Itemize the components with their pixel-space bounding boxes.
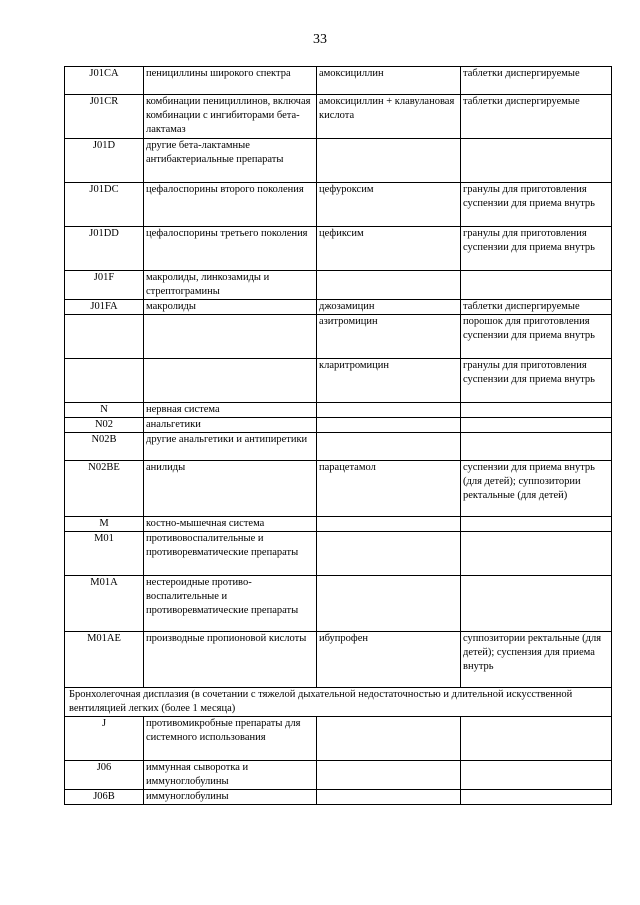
table-row: [65, 790, 612, 805]
form-cell: [461, 139, 612, 183]
group-cell: [144, 315, 317, 359]
drug-cell: [317, 790, 461, 805]
group-cell: противомикробные препараты для системного использования: [144, 717, 317, 761]
drug-cell: кларитромицин: [317, 359, 461, 403]
drug-cell: [317, 761, 461, 790]
group-cell: цефалоспорины второго поколения: [144, 183, 317, 227]
group-cell: комбинации пенициллинов, включая комбинации с ингибиторами бета-лактамаз: [144, 95, 317, 139]
group-cell: другие бета-лактамные антибактериальные препараты: [144, 139, 317, 183]
group-cell: анилиды: [144, 461, 317, 517]
form-cell: [461, 717, 612, 761]
drug-cell: азитромицин: [317, 315, 461, 359]
drug-cell: амоксициллин: [317, 67, 461, 95]
form-cell: таблетки диспергируемые: [461, 300, 612, 315]
table-row: [65, 139, 612, 183]
table-row: [65, 67, 612, 95]
group-cell: макролиды: [144, 300, 317, 315]
table-row: [65, 418, 612, 433]
drug-cell: [317, 532, 461, 576]
form-cell: [461, 403, 612, 418]
atc-code-cell: J01CA: [65, 67, 144, 95]
page-number: 33: [313, 32, 327, 47]
atc-code-cell: J01DD: [65, 227, 144, 271]
form-cell: [461, 271, 612, 300]
drug-cell: [317, 433, 461, 461]
form-cell: суппозитории ректальные (для детей); суспензия для приема внутрь: [461, 632, 612, 688]
drug-cell: [317, 418, 461, 433]
group-cell: цефалоспорины третьего поколения: [144, 227, 317, 271]
atc-code-cell: J06: [65, 761, 144, 790]
atc-code-cell: M01A: [65, 576, 144, 632]
group-cell: пенициллины широкого спектра: [144, 67, 317, 95]
group-cell: анальгетики: [144, 418, 317, 433]
atc-code-cell: M01: [65, 532, 144, 576]
drug-cell: цефиксим: [317, 227, 461, 271]
atc-code-cell: N: [65, 403, 144, 418]
group-cell: нестероидные противо-воспалительные и противоревматические препараты: [144, 576, 317, 632]
atc-code-cell: J06B: [65, 790, 144, 805]
form-cell: гранулы для приготовления суспензии для приема внутрь: [461, 227, 612, 271]
table-row: [65, 95, 612, 139]
atc-code-cell: N02: [65, 418, 144, 433]
atc-code-cell: J01F: [65, 271, 144, 300]
atc-code-cell: [65, 359, 144, 403]
drug-cell: [317, 271, 461, 300]
drug-cell: [317, 517, 461, 532]
form-cell: [461, 761, 612, 790]
atc-code-cell: M01AE: [65, 632, 144, 688]
drug-table: [64, 66, 612, 805]
form-cell: [461, 418, 612, 433]
table-row: [65, 576, 612, 632]
form-cell: [461, 790, 612, 805]
table-row: [65, 183, 612, 227]
group-cell: костно-мышечная система: [144, 517, 317, 532]
form-cell: [461, 517, 612, 532]
table-row: [65, 403, 612, 418]
table-row: [65, 315, 612, 359]
table-row: [65, 300, 612, 315]
drug-cell: джозамицин: [317, 300, 461, 315]
table-row: [65, 717, 612, 761]
drug-cell: [317, 139, 461, 183]
group-cell: иммуноглобулины: [144, 790, 317, 805]
table-row: [65, 761, 612, 790]
atc-code-cell: J01D: [65, 139, 144, 183]
drug-cell: ибупрофен: [317, 632, 461, 688]
form-cell: суспензии для приема внутрь (для детей); суппозитории ректальные (для детей): [461, 461, 612, 517]
form-cell: порошок для приготовления суспензии для приема внутрь: [461, 315, 612, 359]
group-cell: нервная система: [144, 403, 317, 418]
table-row: [65, 227, 612, 271]
atc-code-cell: M: [65, 517, 144, 532]
atc-code-cell: J01FA: [65, 300, 144, 315]
table-row: [65, 461, 612, 517]
form-cell: [461, 532, 612, 576]
drug-cell: [317, 403, 461, 418]
section-heading: Бронхолегочная дисплазия (в сочетании с тяжелой дыхательной недостаточностью и длительной искусственной вентиляцией легких (более 1 месяца): [65, 688, 612, 717]
table-row: [65, 433, 612, 461]
group-cell: [144, 359, 317, 403]
drug-cell: [317, 576, 461, 632]
table-row: [65, 271, 612, 300]
atc-code-cell: [65, 315, 144, 359]
group-cell: макролиды, линкозамиды и стрептограмины: [144, 271, 317, 300]
form-cell: гранулы для приготовления суспензии для приема внутрь: [461, 359, 612, 403]
atc-code-cell: N02B: [65, 433, 144, 461]
atc-code-cell: J01DC: [65, 183, 144, 227]
section-row: [65, 688, 612, 717]
drug-cell: цефуроксим: [317, 183, 461, 227]
atc-code-cell: J01CR: [65, 95, 144, 139]
group-cell: противовоспалительные и противоревматические препараты: [144, 532, 317, 576]
group-cell: другие анальгетики и антипиретики: [144, 433, 317, 461]
drug-cell: амоксициллин + клавулановая кислота: [317, 95, 461, 139]
form-cell: [461, 433, 612, 461]
group-cell: иммунная сыворотка и иммуноглобулины: [144, 761, 317, 790]
drug-cell: парацетамол: [317, 461, 461, 517]
form-cell: таблетки диспергируемые: [461, 67, 612, 95]
form-cell: [461, 576, 612, 632]
table-row: [65, 532, 612, 576]
form-cell: таблетки диспергируемые: [461, 95, 612, 139]
table-row: [65, 517, 612, 532]
form-cell: гранулы для приготовления суспензии для приема внутрь: [461, 183, 612, 227]
atc-code-cell: N02BE: [65, 461, 144, 517]
drug-cell: [317, 717, 461, 761]
table-row: [65, 632, 612, 688]
table-row: [65, 359, 612, 403]
group-cell: производные пропионовой кислоты: [144, 632, 317, 688]
atc-code-cell: J: [65, 717, 144, 761]
